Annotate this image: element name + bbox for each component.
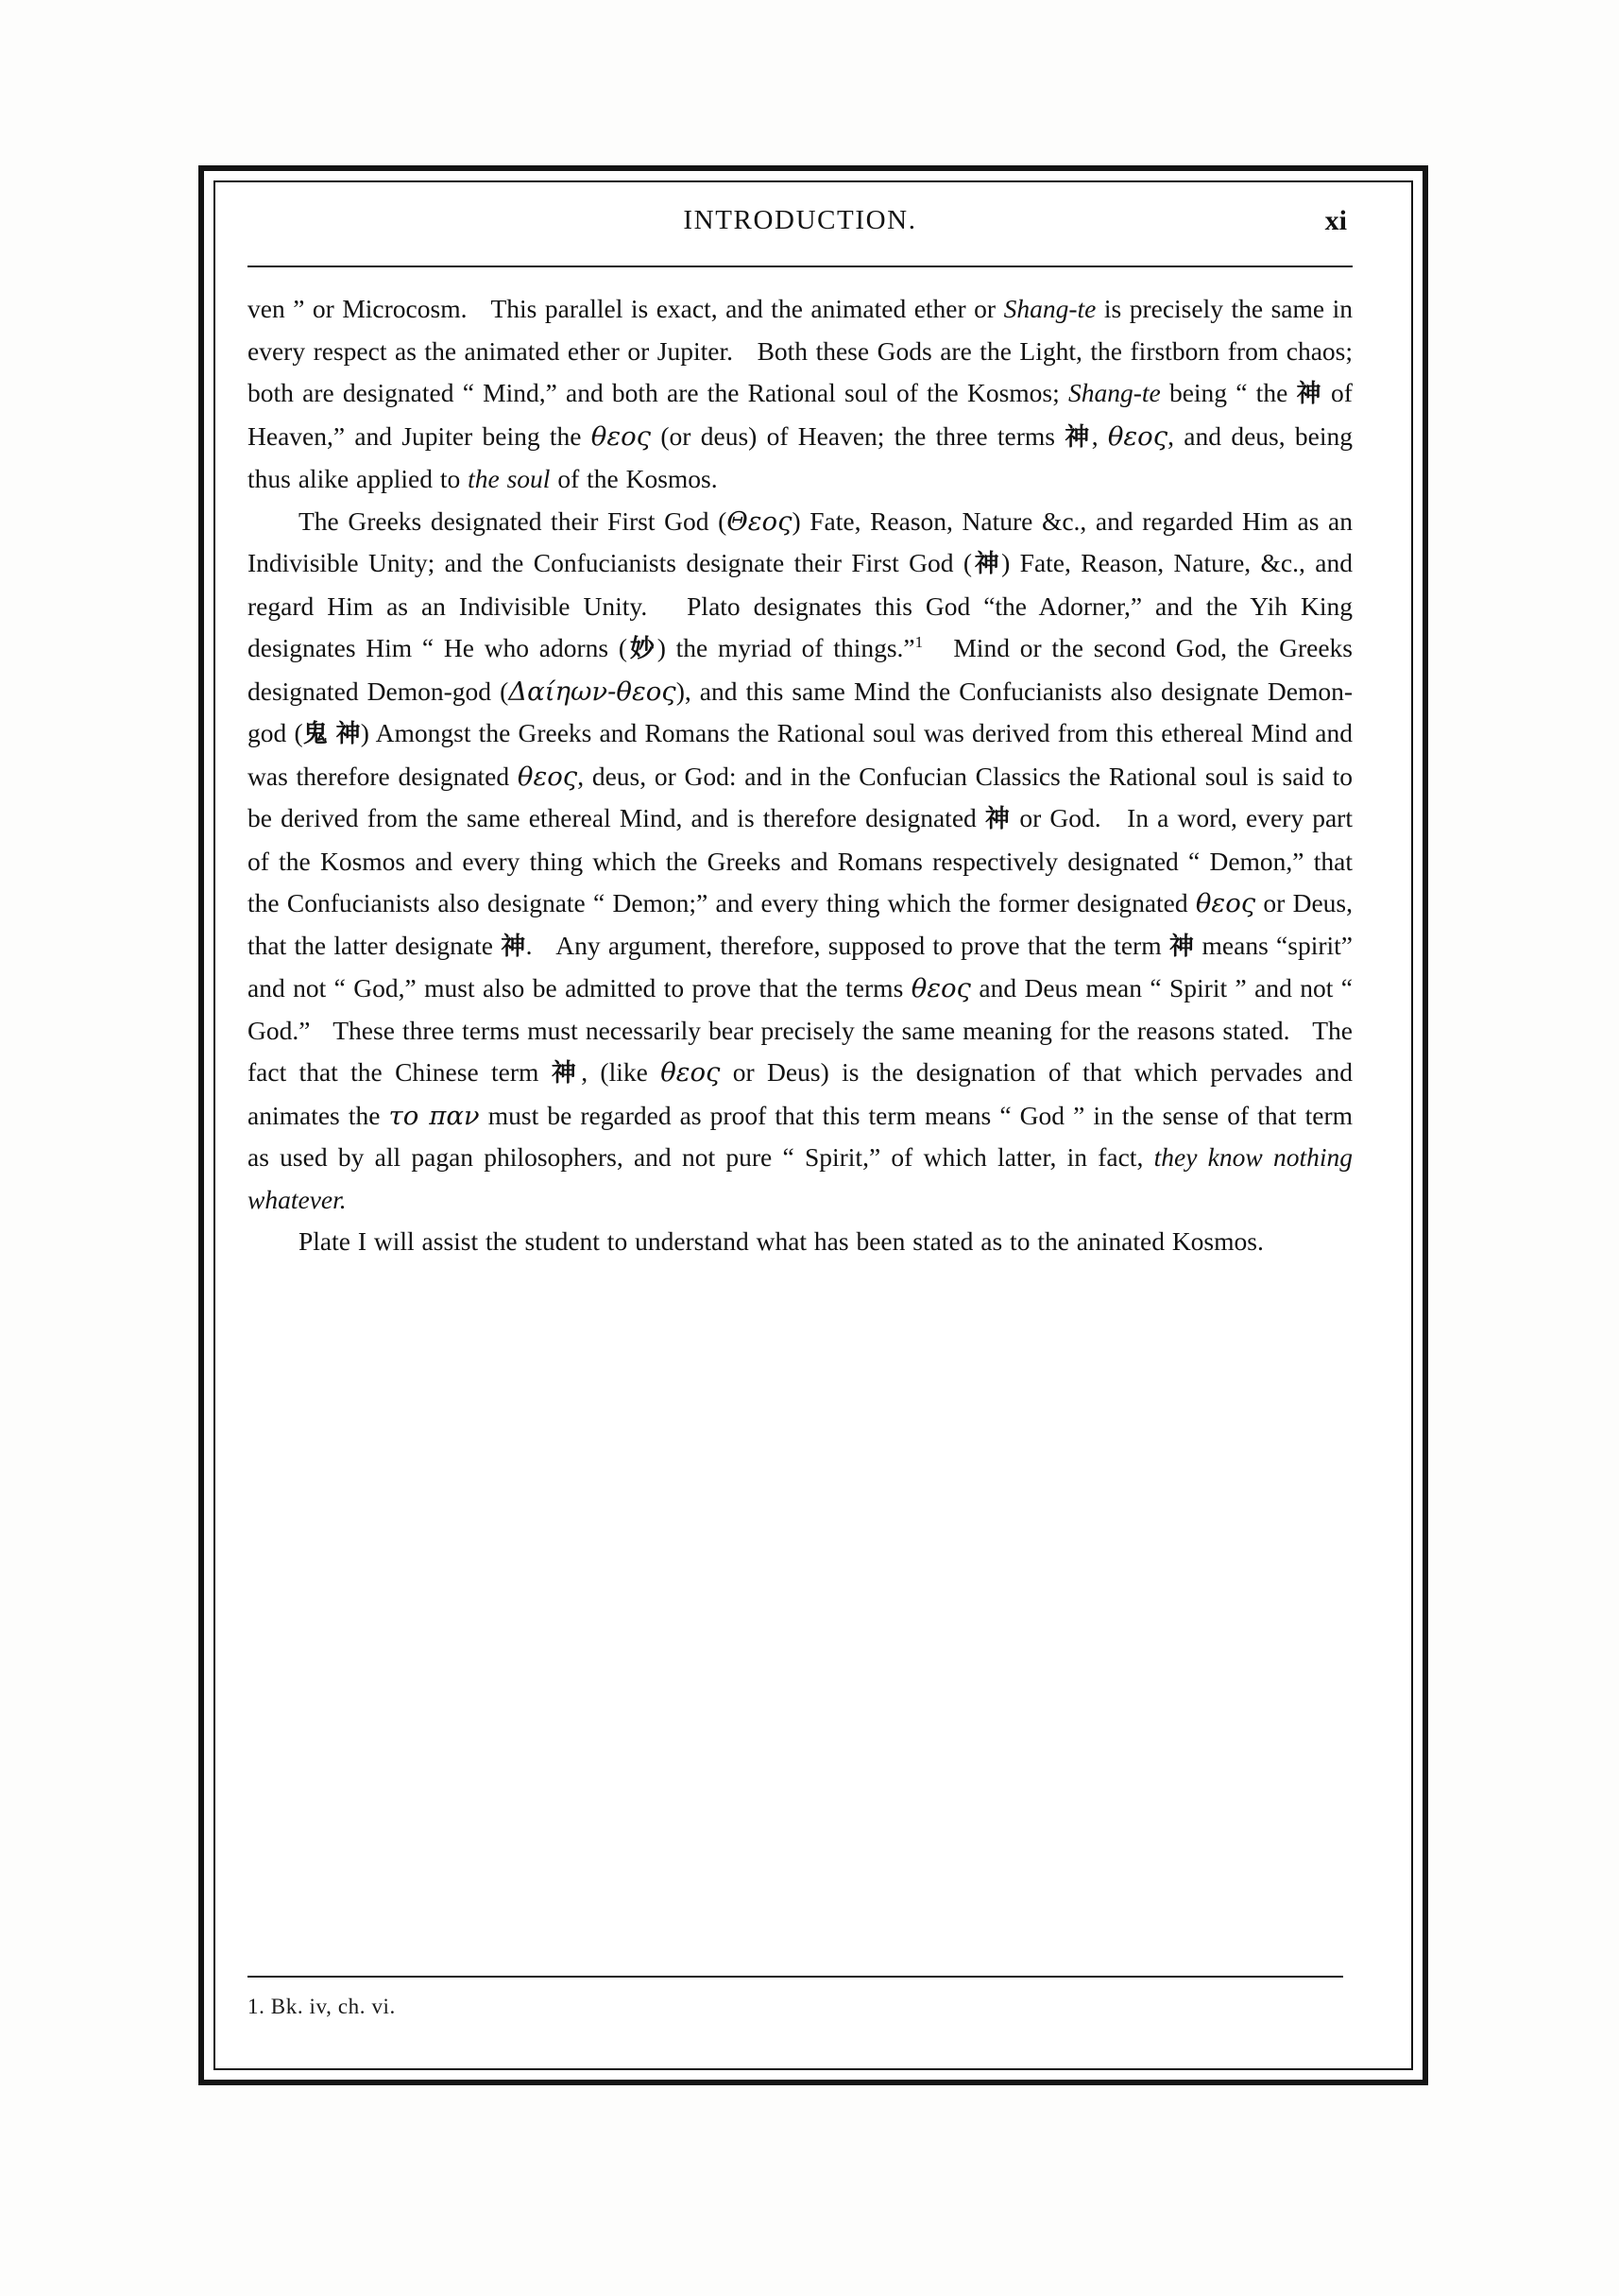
han-miao-glyph: 妙: [627, 635, 657, 663]
footnote-marker: 1: [914, 632, 924, 651]
han-shen-glyph: 神: [501, 932, 526, 961]
running-head: [247, 205, 1353, 260]
page-border-frame: [198, 165, 1428, 2085]
paragraph-3: Plate I will assist the student to understand what has been stated as to the aninated Kosmos.: [298, 1226, 1264, 1256]
han-shen-glyph: 神: [984, 805, 1012, 833]
han-gui-glyph: 鬼: [302, 720, 329, 748]
han-shen-glyph: 神: [1296, 380, 1322, 408]
paragraph-2: The Greeks designated their First God (Θεος) Fate, Reason, Nature &c., and regarded Him as an Indivisible Unity; and the Confucianists designate their First God (神) Fate, Reason, Nature, &c., and regard Him as an Indivisible Unity. Plato designates this God “the Adorner,” and the Yih King designates Him “ He who adorns (妙) the myriad of things.”$^1$ Mind or the second God, the Greeks designated Demon-god (Δαίηων-θεος), and this same Mind the Confucianists also designate Demon-god (鬼 神) Amongst the Greeks and Romans the Rational soul was derived from this ethereal Mind and was therefore designated θεος, deus, or God: and in the Confucian Classics the Rational soul is said to be derived from the same ethereal Mind, and is therefore designated 神 or God. In a word, every part of the Kosmos and every thing which the Greeks and Romans respectively designated “ Demon,” that the Confucianists also designate “ Demon;” and every thing which the former designated θεος or Deus, that the latter designate 神. Any argument, therefore, supposed to prove that the term 神 means “spirit” and not “ God,” must also be admitted to prove that the terms θεος and Deus mean “ Spirit ” and not “ God.” These three terms must necessarily bear precisely the same meaning for the reasons stated. The fact that the Chinese term 神, (like θεος or Deus) is the designation of that which pervades and animates the το παν must be regarded as proof that this term means “ God ” in the sense of that term as used by all pagan philosophers, and not pure “ Spirit,” of which latter, in fact, they know nothing whatever.: [247, 505, 1354, 1214]
footnote-rule: [247, 1976, 1343, 1978]
running-head-title: INTRODUCTION.: [683, 205, 917, 235]
han-shen-glyph: 神: [551, 1059, 582, 1088]
han-shen-glyph: 神: [1168, 932, 1195, 961]
han-shen-glyph: 神: [972, 550, 1002, 578]
header-rule: [247, 266, 1353, 267]
paragraph-1: ven ” or Microcosm. This parallel is exact, and the animated ether or Shang-te is precisely the same in every respect as the animated ether or Jupiter. Both these Gods are the Light, the firstborn from chaos; both are designated “ Mind,” and both are the Rational soul of the Kosmos; Shang-te being “ the 神 of Heaven,” and Jupiter being the θεος (or deus) of Heaven; the three terms 神, θεος, and deus, being thus alike applied to the soul of the Kosmos.: [247, 294, 1353, 493]
page-content: [247, 205, 1353, 2029]
body-text: [247, 288, 1353, 1263]
footnote-text: 1. Bk. iv, ch. vi.: [247, 1995, 396, 2018]
footnote-area: [247, 1976, 1353, 2021]
page-number: xi: [1324, 205, 1347, 236]
han-shen-glyph: 神: [1065, 422, 1092, 452]
han-shen-glyph: 神: [335, 720, 361, 748]
